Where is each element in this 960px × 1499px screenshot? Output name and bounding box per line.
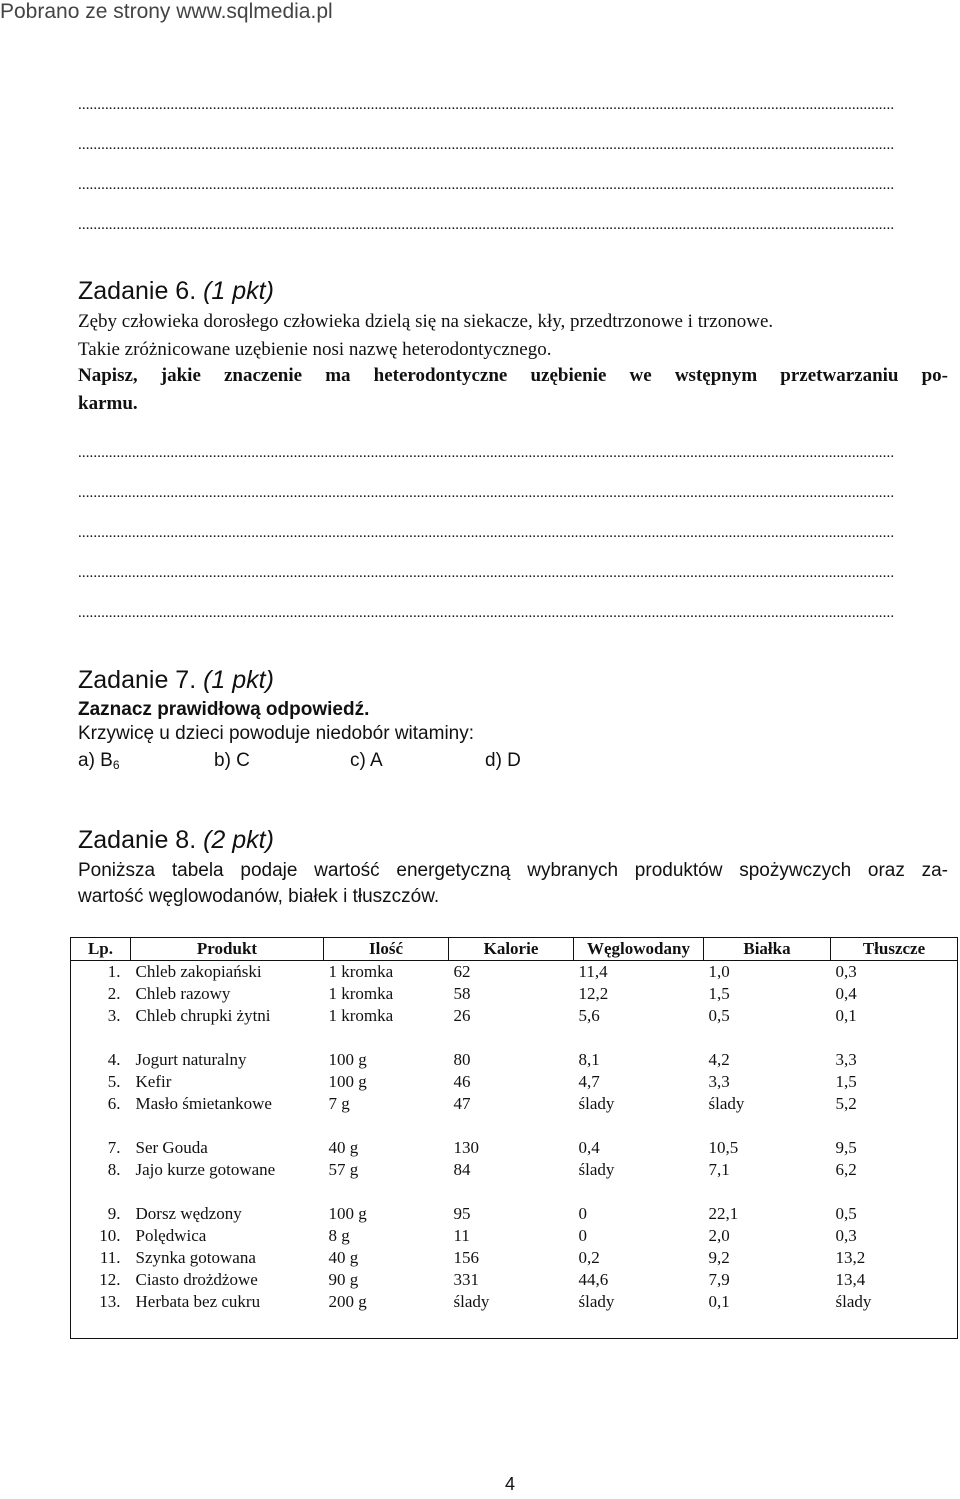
col-header-fats: Tłuszcze bbox=[831, 938, 958, 961]
table-cell: 0,2 bbox=[578, 1248, 600, 1267]
task6-question-line1: Napisz, jakie znaczenie ma heterodontyczne uzębienie we wstępnym przetwarzaniu po- bbox=[78, 365, 948, 386]
option-d[interactable]: d) D bbox=[485, 750, 521, 771]
table-row bbox=[71, 1093, 958, 1115]
table-cell: 7,1 bbox=[708, 1160, 730, 1179]
table-cell: 1,5 bbox=[835, 1072, 857, 1091]
table-header-row bbox=[71, 938, 958, 961]
task6-points: (1 pkt) bbox=[203, 277, 274, 305]
answer-line: .................................................................................................................................................................................................................... bbox=[78, 137, 895, 153]
table-row bbox=[71, 1225, 958, 1247]
table-row bbox=[71, 1137, 958, 1159]
table-cell: Szynka gotowana bbox=[135, 1248, 256, 1267]
table-row bbox=[71, 1203, 958, 1225]
table-cell: 26 bbox=[453, 1006, 471, 1025]
table-cell: Dorsz wędzony bbox=[135, 1204, 242, 1223]
table-cell: ślady bbox=[708, 1094, 745, 1113]
table-cell: 95 bbox=[453, 1204, 471, 1223]
table-cell: Chleb razowy bbox=[135, 984, 231, 1003]
table-cell: 12,2 bbox=[578, 984, 609, 1003]
table-row bbox=[71, 1071, 958, 1093]
watermark: Pobrano ze strony www.sqlmedia.pl bbox=[0, 0, 333, 23]
table-cell: Kefir bbox=[135, 1072, 172, 1091]
table-cell: 331 bbox=[453, 1270, 479, 1289]
table-cell: 100 g bbox=[328, 1050, 367, 1069]
table-cell: 9,5 bbox=[835, 1138, 857, 1157]
task6-heading bbox=[78, 277, 274, 306]
table-cell: 7 g bbox=[328, 1094, 350, 1113]
table-cell: 200 g bbox=[328, 1292, 367, 1311]
table-cell: 4,7 bbox=[578, 1072, 600, 1091]
table-cell: 1,0 bbox=[708, 962, 730, 981]
table-cell: 57 g bbox=[328, 1160, 359, 1179]
table-cell: Jogurt naturalny bbox=[135, 1050, 247, 1069]
table-cell: 8. bbox=[107, 1160, 121, 1179]
task6-question-line2: karmu. bbox=[78, 393, 138, 414]
answer-line: .................................................................................................................................................................................................................... bbox=[78, 217, 895, 233]
table-cell: ślady bbox=[578, 1094, 615, 1113]
table-spacer-row bbox=[71, 1115, 958, 1137]
table-cell: 11,4 bbox=[578, 962, 608, 981]
table-spacer-row bbox=[71, 1181, 958, 1203]
option-c[interactable]: c) A bbox=[350, 750, 383, 771]
table-cell: 13. bbox=[99, 1292, 121, 1311]
table-cell: 13,4 bbox=[835, 1270, 866, 1289]
answer-line: .................................................................................................................................................................................................................... bbox=[78, 485, 895, 501]
table-cell: 47 bbox=[453, 1094, 471, 1113]
table-cell: Ser Gouda bbox=[135, 1138, 208, 1157]
table-cell: ślady bbox=[578, 1160, 615, 1179]
table-spacer-cell bbox=[71, 1027, 958, 1049]
table-cell: ślady bbox=[835, 1292, 872, 1311]
col-header-lp: Lp. bbox=[71, 938, 131, 961]
table-cell: 13,2 bbox=[835, 1248, 866, 1267]
table-cell: 10,5 bbox=[708, 1138, 739, 1157]
table-cell: Masło śmietankowe bbox=[135, 1094, 272, 1113]
table-cell: 100 g bbox=[328, 1072, 367, 1091]
table-cell: 0 bbox=[578, 1226, 587, 1245]
table-cell: 0,5 bbox=[708, 1006, 730, 1025]
table-cell: 8 g bbox=[328, 1226, 350, 1245]
table-cell: 2. bbox=[107, 984, 121, 1003]
table-cell: 3. bbox=[107, 1006, 121, 1025]
answer-line: .................................................................................................................................................................................................................... bbox=[78, 177, 895, 193]
table-cell: 2,0 bbox=[708, 1226, 730, 1245]
table-cell: 5. bbox=[107, 1072, 121, 1091]
table-cell: 10. bbox=[99, 1226, 121, 1245]
table-cell: 11 bbox=[453, 1226, 470, 1245]
table-cell: 8,1 bbox=[578, 1050, 600, 1069]
table-row bbox=[71, 961, 958, 984]
table-cell: 1. bbox=[107, 962, 121, 981]
table-cell: 130 bbox=[453, 1138, 479, 1157]
col-header-carbohydrates: Węglowodany bbox=[574, 938, 704, 961]
option-a[interactable]: a) $B_6$ bbox=[78, 750, 120, 772]
table-cell: Polędwica bbox=[135, 1226, 207, 1245]
table-cell: ślady bbox=[453, 1292, 490, 1311]
table-cell: 9. bbox=[107, 1204, 121, 1223]
task8-title: Zadanie 8. bbox=[78, 826, 197, 854]
table-cell: 0,3 bbox=[835, 1226, 857, 1245]
table-cell: ślady bbox=[578, 1292, 615, 1311]
table-cell: 0,4 bbox=[578, 1138, 600, 1157]
col-header-proteins: Białka bbox=[704, 938, 831, 961]
table-cell: 62 bbox=[453, 962, 471, 981]
table-cell: Chleb chrupki żytni bbox=[135, 1006, 271, 1025]
task6-title: Zadanie 6. bbox=[78, 277, 197, 305]
table-cell: 11. bbox=[99, 1248, 121, 1267]
table-filler-cell bbox=[71, 1313, 958, 1339]
task8-points: (2 pkt) bbox=[203, 826, 274, 854]
task7-title: Zadanie 7. bbox=[78, 666, 197, 694]
table-row bbox=[71, 1159, 958, 1181]
col-header-calories: Kalorie bbox=[449, 938, 574, 961]
answer-line: .................................................................................................................................................................................................................... bbox=[78, 97, 895, 113]
col-header-product: Produkt bbox=[131, 938, 324, 961]
table-row bbox=[71, 1247, 958, 1269]
table-filler-row bbox=[71, 1313, 958, 1339]
table-cell: Chleb zakopiański bbox=[135, 962, 262, 981]
table-cell: 5,6 bbox=[578, 1006, 600, 1025]
table-row bbox=[71, 1049, 958, 1071]
table-cell: 0 bbox=[578, 1204, 587, 1223]
table-cell: 4. bbox=[107, 1050, 121, 1069]
nutrition-table bbox=[70, 937, 958, 1339]
table-cell: 7,9 bbox=[708, 1270, 730, 1289]
table-cell: Ciasto drożdżowe bbox=[135, 1270, 258, 1289]
answer-line: .................................................................................................................................................................................................................... bbox=[78, 565, 895, 581]
table-cell: Herbata bez cukru bbox=[135, 1292, 261, 1311]
table-spacer-cell bbox=[71, 1181, 958, 1203]
table-cell: 40 g bbox=[328, 1138, 359, 1157]
table-cell: 1 kromka bbox=[328, 984, 394, 1003]
answer-line: .................................................................................................................................................................................................................... bbox=[78, 525, 895, 541]
table-cell: 0,4 bbox=[835, 984, 857, 1003]
answer-line: .................................................................................................................................................................................................................... bbox=[78, 605, 895, 621]
table-spacer-cell bbox=[71, 1115, 958, 1137]
table-cell: 40 g bbox=[328, 1248, 359, 1267]
task6-text-line1: Zęby człowieka dorosłego człowieka dzielą się na siekacze, kły, przedtrzonowe i trzonowe. bbox=[78, 311, 774, 332]
task8-text-line1: Poniższa tabela podaje wartość energetyczną wybranych produktów spożywczych oraz za- bbox=[78, 860, 948, 881]
table-cell: 46 bbox=[453, 1072, 471, 1091]
option-b[interactable]: b) C bbox=[214, 750, 250, 771]
table-cell: Jajo kurze gotowane bbox=[135, 1160, 276, 1179]
table-cell: 6. bbox=[107, 1094, 121, 1113]
table-cell: 6,2 bbox=[835, 1160, 857, 1179]
table-body bbox=[71, 961, 958, 1339]
task8-text-line2: wartość węglowodanów, białek i tłuszczów. bbox=[78, 886, 440, 907]
table-cell: 3,3 bbox=[835, 1050, 857, 1069]
table-cell: 0,5 bbox=[835, 1204, 857, 1223]
table-cell: 58 bbox=[453, 984, 471, 1003]
option-a-subscript: 6 bbox=[112, 758, 120, 772]
table-cell: 156 bbox=[453, 1248, 479, 1267]
task8-heading bbox=[78, 826, 274, 855]
table-cell: 100 g bbox=[328, 1204, 367, 1223]
table-cell: 80 bbox=[453, 1050, 471, 1069]
task7-heading bbox=[78, 666, 274, 695]
table-cell: 3,3 bbox=[708, 1072, 730, 1091]
table-cell: 44,6 bbox=[578, 1270, 609, 1289]
task7-instruction: Zaznacz prawidłową odpowiedź. bbox=[78, 699, 370, 720]
table-cell: 0,1 bbox=[708, 1292, 730, 1311]
table-cell: 0,1 bbox=[835, 1006, 857, 1025]
table-cell: 7. bbox=[107, 1138, 121, 1157]
table-spacer-row bbox=[71, 1027, 958, 1049]
task6-text-line2: Takie zróżnicowane uzębienie nosi nazwę heterodontycznego. bbox=[78, 339, 552, 360]
table-cell: 5,2 bbox=[835, 1094, 857, 1113]
answer-line: .................................................................................................................................................................................................................... bbox=[78, 445, 895, 461]
task7-question: Krzywicę u dzieci powoduje niedobór witaminy: bbox=[78, 723, 475, 744]
table-cell: 1 kromka bbox=[328, 962, 394, 981]
table-cell: 22,1 bbox=[708, 1204, 739, 1223]
col-header-quantity: Ilość bbox=[324, 938, 449, 961]
task7-options bbox=[78, 750, 578, 776]
table-cell: 1 kromka bbox=[328, 1006, 394, 1025]
table-row bbox=[71, 1005, 958, 1027]
table-cell: 1,5 bbox=[708, 984, 730, 1003]
table-cell: 90 g bbox=[328, 1270, 359, 1289]
page-number: 4 bbox=[505, 1474, 516, 1494]
table-cell: 4,2 bbox=[708, 1050, 730, 1069]
table-cell: 9,2 bbox=[708, 1248, 730, 1267]
table-row bbox=[71, 1291, 958, 1313]
table-cell: 0,3 bbox=[835, 962, 857, 981]
table-row bbox=[71, 1269, 958, 1291]
table-cell: 12. bbox=[99, 1270, 121, 1289]
table-row bbox=[71, 983, 958, 1005]
task7-points: (1 pkt) bbox=[203, 666, 274, 694]
table-cell: 84 bbox=[453, 1160, 471, 1179]
